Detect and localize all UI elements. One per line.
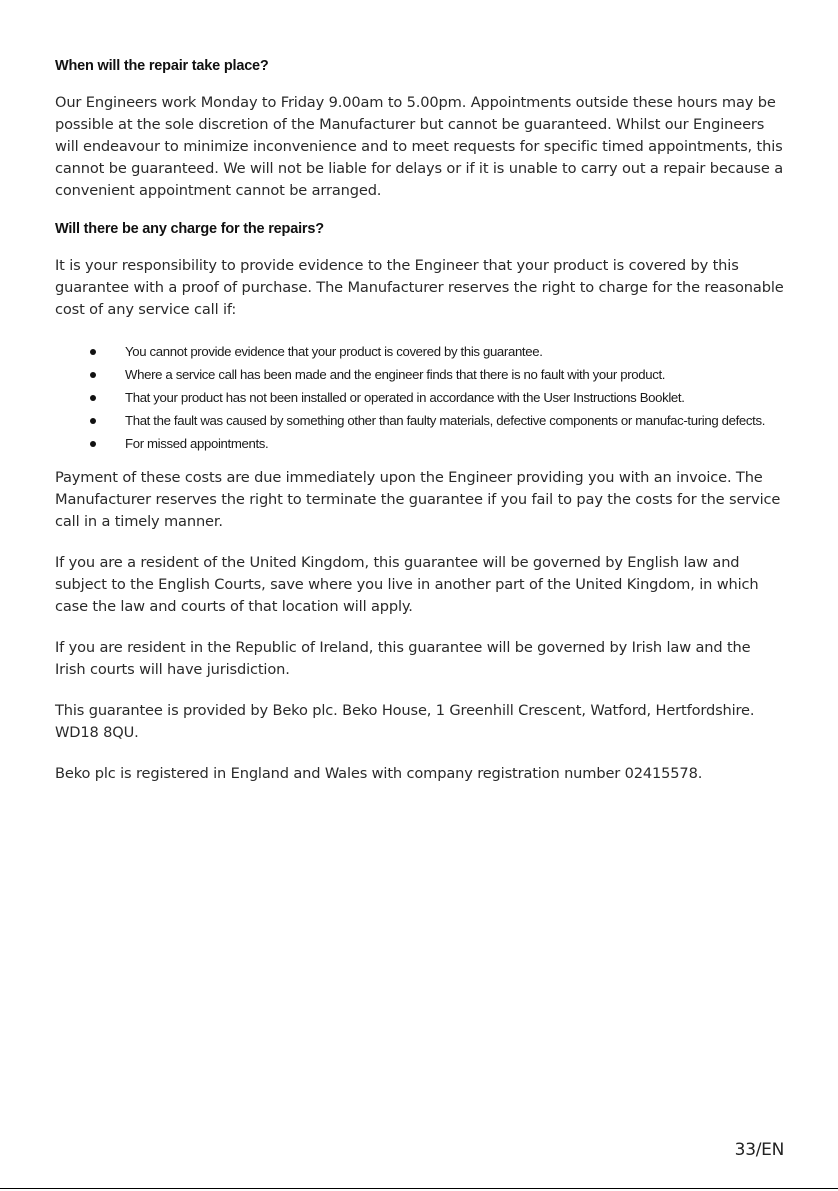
list-item-text: You cannot provide evidence that your product is covered by this guarantee. <box>125 344 543 359</box>
list-item <box>55 409 785 432</box>
bottom-divider <box>0 1188 838 1189</box>
repair-paragraph: Our Engineers work Monday to Friday 9.00am to 5.00pm. Appointments outside these hours may be possible at the sole discretion of the Manufacturer but cannot be guaranteed. Whilst our Engineers will endeavour to minimize inconvenience and to meet requests for specific timed appointments, this cannot be guaranteed. We will not be liable for delays or if it is unable to carry out a repair because a convenient appointment cannot be arranged. <box>55 94 783 199</box>
uk-law-paragraph: If you are a resident of the United Kingdom, this guarantee will be governed by English law and subject to the English Courts, save where you live in another part of the United Kingdom, in which case the law and courts of that location will apply. <box>55 554 759 615</box>
list-item-text: For missed appointments. <box>125 436 269 451</box>
charge-heading: Will there be any charge for the repairs? <box>55 221 324 237</box>
registration-paragraph: Beko plc is registered in England and Wales with company registration number 02415578. <box>55 765 703 782</box>
bullet-icon <box>90 441 96 447</box>
repair-heading: When will the repair take place? <box>55 58 269 74</box>
list-item-text: That the fault was caused by something other than faulty materials, defective components or manufac-turing defects. <box>125 413 766 428</box>
charge-conditions-list <box>55 340 785 455</box>
provider-paragraph: This guarantee is provided by Beko plc. Beko House, 1 Greenhill Crescent, Watford, Hertfordshire. WD18 8QU. <box>55 702 755 741</box>
ireland-law-paragraph: If you are resident in the Republic of Ireland, this guarantee will be governed by Irish law and the Irish courts will have jurisdiction. <box>55 639 751 678</box>
list-item <box>55 340 785 363</box>
bullet-icon <box>90 349 96 355</box>
bullet-icon <box>90 418 96 424</box>
payment-paragraph: Payment of these costs are due immediately upon the Engineer providing you with an invoice. The Manufacturer reserves the right to terminate the guarantee if you fail to pay the costs for the service call in a timely manner. <box>55 469 781 530</box>
bullet-icon <box>90 395 96 401</box>
list-item <box>55 363 785 386</box>
document-body <box>55 58 785 804</box>
list-item <box>55 386 785 409</box>
list-item <box>55 432 785 455</box>
list-item-text: That your product has not been installed or operated in accordance with the User Instructions Booklet. <box>125 390 685 405</box>
charge-paragraph: It is your responsibility to provide evidence to the Engineer that your product is covered by this guarantee with a proof of purchase. The Manufacturer reserves the right to charge for the reasonable cost of any service call if: <box>55 257 784 318</box>
page-number: 33/EN <box>734 1140 784 1160</box>
list-item-text: Where a service call has been made and the engineer finds that there is no fault with your product. <box>125 367 666 382</box>
bullet-icon <box>90 372 96 378</box>
